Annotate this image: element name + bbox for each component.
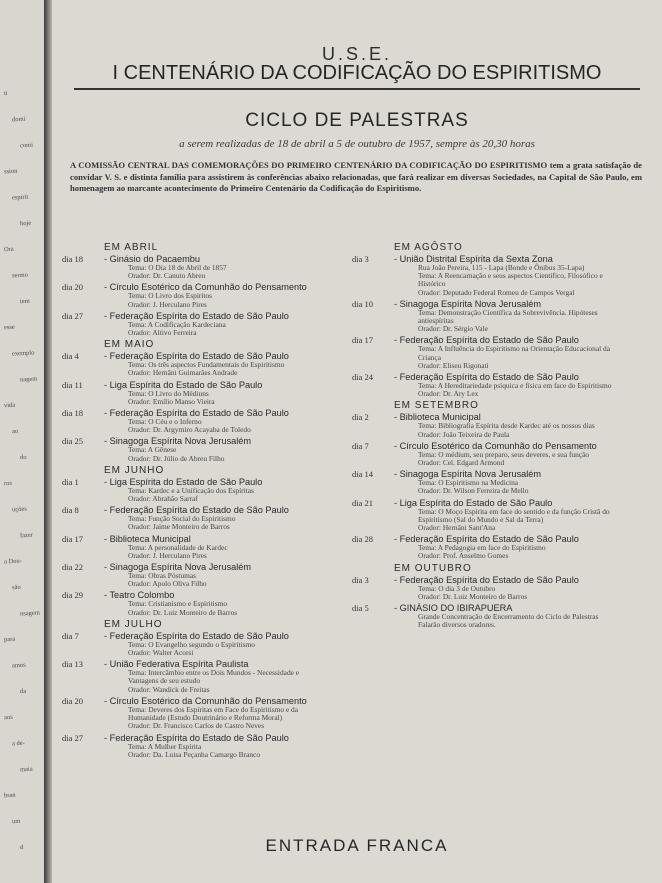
lecture-detail: Orador: Wandick de Freitas: [128, 684, 210, 694]
month-heading: EM ABRIL: [104, 242, 159, 253]
lecture-entry: [62, 311, 327, 337]
lecture-detail: Tema: O Espiritismo na Medicina: [418, 478, 519, 488]
lecture-day: dia 21: [352, 497, 374, 508]
month-heading: EM JULHO: [104, 618, 163, 630]
lecture-detail: Orador: Emílio Manso Vieira: [128, 396, 215, 406]
lecture-body: [394, 412, 617, 438]
lecture-detail: Tema: A Reencarnação e seus aspectos Científico, Filosófico e Histórico: [418, 271, 603, 289]
left-page-edge: [0, 0, 48, 883]
left-page-text-fragment: Ora: [3, 245, 14, 254]
lecture-venue: - Sinagoga Espírita Nova Jerusalém: [104, 562, 252, 573]
lecture-body: [394, 299, 617, 334]
lecture-day: dia 17: [352, 335, 374, 346]
lecture-detail: Orador: Dr. Luiz Monteiro de Barros: [128, 607, 238, 617]
month-heading: EM SETEMBRO: [394, 400, 479, 412]
lecture-body: [104, 436, 327, 462]
lecture-venue: - Círculo Esotérico da Comunhão do Pensamento: [394, 440, 597, 451]
left-page-text-fragment: ssion: [3, 167, 18, 176]
lecture-venue: - Liga Espírita do Estado de São Paulo: [394, 497, 553, 508]
left-page-text-fragment: vida: [3, 401, 16, 410]
lecture-body: [394, 335, 617, 370]
left-page-text-fragment: a de-: [11, 739, 25, 748]
lecture-detail: Orador: Altivo Ferreira: [128, 328, 197, 338]
lecture-body: [394, 498, 617, 533]
lecture-detail: Tema: Bibliografia Espírita desde Kardec até os nossos dias: [418, 421, 595, 431]
left-page-text-fragment: comi: [19, 141, 34, 150]
left-page-text-fragment: ao: [11, 427, 19, 436]
lecture-detail: Orador: Hernâni Sant'Ana: [418, 523, 496, 533]
subtitle: CICLO DE PALESTRAS: [245, 110, 469, 131]
lecture-body: [394, 603, 617, 629]
left-page-text-fragment: espirit: [11, 193, 29, 202]
lecture-detail: Tema: Demonstração Científica da Sobrevivência. Hipóteses antiespíritas: [418, 307, 598, 326]
lecture-detail: Tema: A Pedagogia em face do Espiritismo: [418, 543, 546, 553]
lecture-day: dia 4: [62, 351, 79, 362]
lecture-entry: [62, 505, 327, 531]
lecture-entry: [62, 351, 327, 377]
lecture-venue: - Federação Espírita do Estado de São Paulo: [104, 351, 289, 362]
lecture-body: [104, 590, 327, 616]
lecture-body: [394, 441, 617, 467]
lecture-day: dia 28: [352, 534, 374, 545]
lecture-venue: - Federação Espírita do Estado de São Paulo: [104, 630, 289, 641]
lecture-body: [104, 408, 327, 434]
lecture-entry: [62, 534, 327, 560]
lecture-detail: Tema: O Evangelho segundo o Espiritismo: [128, 639, 255, 649]
lecture-body: [104, 631, 327, 657]
lecture-body: [104, 351, 327, 377]
lecture-detail: Orador: Jaime Monteiro de Barros: [128, 522, 230, 532]
lecture-day: dia 7: [352, 440, 369, 451]
lecture-detail: Orador: João Teixeira de Paula: [418, 429, 510, 439]
lecture-day: dia 29: [62, 590, 84, 601]
lecture-day: dia 20: [62, 695, 84, 706]
lecture-detail: Tema: Intercâmbio entre os Dois Mundos - Necessidade e Vantagens de seu estudo: [128, 668, 300, 686]
lecture-day: dia 7: [62, 630, 79, 641]
lecture-entry: [352, 469, 617, 495]
lecture-day: dia 2: [352, 412, 369, 423]
lecture-detail: Tema: A Hereditariedade psíquica e física em face do Espiritismo: [418, 381, 612, 391]
lecture-detail: Tema: A Influência do Espiritismo na Orientação Educacional da Criança: [418, 344, 610, 362]
left-page-text-fragment: ti: [3, 89, 8, 98]
left-page-text-fragment: exemplo: [11, 349, 35, 358]
lecture-venue: - União Distrital Espírita da Sexta Zona: [394, 254, 553, 264]
lecture-detail: Orador: Da. Luisa Peçanha Camargo Branco: [128, 749, 261, 759]
page-title: I CENTENÁRIO DA CODIFICAÇÃO DO ESPIRITISMO: [112, 62, 602, 84]
lecture-detail: Orador: J. Herculano Pires: [128, 550, 207, 560]
left-page-text-fragment: aos: [3, 713, 13, 722]
lecture-body: [394, 534, 617, 560]
lecture-detail: Tema: O Livro do Médiuns: [128, 388, 209, 398]
lecture-detail: Orador: Dr. Francisco Carlos de Castro Neves: [128, 721, 265, 731]
lecture-day: dia 24: [352, 372, 374, 383]
lecture-detail: Orador: Apolo Oliva Filho: [128, 579, 207, 589]
lecture-body: [394, 254, 617, 297]
lecture-detail: Orador: J. Herculano Pires: [128, 299, 207, 309]
lecture-day: dia 27: [62, 732, 84, 743]
lecture-entry: [62, 436, 327, 462]
lecture-day: dia 25: [62, 436, 84, 447]
lecture-detail: Tema: Função Social do Espiritismo: [128, 514, 236, 524]
lecture-body: [394, 575, 617, 601]
month-heading: EM OUTUBRO: [394, 562, 472, 574]
lecture-detail: Orador: Dr. Argymiro Acayaba de Toledo: [128, 425, 251, 435]
left-page-text-fragment: da: [19, 687, 27, 696]
lecture-detail: Orador: Walter Acorsi: [128, 648, 194, 658]
left-page-text-fragment: ros: [3, 479, 13, 488]
lecture-day: dia 8: [62, 505, 79, 516]
lecture-venue: - Biblioteca Municipal: [394, 412, 481, 423]
lecture-detail: Tema: Os três aspectos Fundamentais do Espiritismo: [128, 360, 285, 370]
lecture-venue: - Teatro Colombo: [104, 590, 175, 601]
lecture-detail: Tema: A personalidade de Kardec: [128, 542, 228, 552]
lecture-detail: Orador: Dr. Canuto Abreu: [128, 271, 206, 281]
lecture-detail: Orador: Dr. Ary Lex: [418, 389, 479, 399]
lecture-detail: Tema: O dia 3 de Outubro: [418, 583, 496, 593]
lecture-venue: - Ginásio do Pacaembu: [104, 254, 201, 264]
left-page-text-fragment: hoje: [19, 219, 32, 228]
lecture-entry: [352, 372, 617, 398]
lecture-entry: [62, 733, 327, 759]
left-page-text-fragment: fazer: [19, 531, 34, 540]
lecture-day: dia 18: [62, 408, 84, 419]
lecture-venue: - Federação Espírita do Estado de São Paulo: [104, 310, 289, 321]
lecture-body: [104, 733, 327, 759]
lecture-detail: Tema: A Codificação Kardeciana: [128, 319, 226, 329]
lecture-day: dia 14: [352, 469, 374, 480]
lecture-entry: [352, 299, 617, 334]
schedule-right-column: [352, 240, 617, 631]
lecture-venue: - Liga Espírita do Estado de São Paulo: [104, 379, 263, 390]
lecture-day: dia 17: [62, 533, 84, 544]
lecture-entry: [352, 412, 617, 438]
lecture-venue: - Sinagoga Espírita Nova Jerusalém: [394, 298, 542, 309]
lecture-body: [394, 372, 617, 398]
lecture-venue: - Federação Espírita do Estado de São Paulo: [394, 372, 579, 383]
lecture-entry: [62, 659, 327, 694]
lecture-entry: [62, 282, 327, 308]
lecture-day: dia 18: [62, 254, 84, 264]
month-heading: EM MAIO: [104, 339, 155, 351]
lecture-detail: Orador: Hernâni Guimarães Andrade: [128, 368, 238, 378]
left-page-text-fragment: nsagem: [19, 609, 41, 618]
left-page-text-fragment: uções: [11, 505, 27, 514]
org-name: U.S.E.: [321, 44, 392, 64]
date-range: a serem realizadas de 18 de abril a 5 de outubro de 1957, sempre às 20,30 horas: [179, 138, 535, 150]
lecture-venue: - Federação Espírita do Estado de São Paulo: [394, 534, 579, 545]
month-heading: EM AGÔSTO: [394, 242, 463, 253]
lecture-venue: - União Federativa Espírita Paulista: [104, 659, 249, 670]
left-page-text-fragment: esse: [3, 323, 16, 332]
left-page-text-fragment: domi: [11, 115, 26, 124]
left-page-text-fragment: tem: [19, 297, 30, 306]
lecture-body: [104, 505, 327, 531]
lecture-detail: Orador: Prof. Anselmo Gomes: [418, 551, 509, 561]
lecture-entry: [352, 441, 617, 467]
lecture-venue: - Sinagoga Espírita Nova Jerusalém: [394, 469, 542, 480]
lecture-detail: Tema: Obras Póstumas: [128, 571, 197, 581]
lecture-day: dia 5: [352, 603, 369, 614]
lecture-entry: [352, 603, 617, 629]
program-sheet: [52, 0, 662, 883]
lecture-detail: Rua João Pereira, 115 - Lapa (Bonde e Ônibus 35-Lapa): [418, 263, 585, 272]
lecture-detail: Orador: Deputado Federal Romeu de Campos Vergal: [418, 287, 575, 297]
lecture-entry: [62, 254, 327, 280]
lecture-venue: - Liga Espírita do Estado de São Paulo: [104, 476, 263, 487]
intro-paragraph: A COMISSÃO CENTRAL DAS COMEMORAÇÕES DO PRIMEIRO CENTENÁRIO DA CODIFICAÇÃO DO ESPIRITISMO tem a grata satisfação de convidar V. S. e distinta família para assistirem às conferências abaixo relacionadas, que fará realizar em diversas Sociedades, na Capital de São Paulo, em homenagem ao marcante acontecimento do Primeiro Centenário da Codificação do Espiritismo.: [70, 160, 642, 193]
lecture-detail: Orador: Cel. Edgard Armond: [418, 458, 505, 468]
left-page-text-fragment: sermo: [11, 271, 29, 280]
lecture-detail: Orador: Dr. Sérgio Vale: [418, 324, 488, 334]
lecture-day: dia 11: [62, 379, 83, 390]
footer-admission: ENTRADA FRANCA: [265, 836, 449, 855]
left-page-text-fragment: a Dou-: [3, 557, 23, 566]
lecture-venue: - Círculo Esotérico da Comunhão do Pensamento: [104, 282, 307, 293]
title-rule: [74, 88, 640, 90]
lecture-day: dia 3: [352, 574, 369, 585]
lecture-day: dia 3: [352, 254, 369, 264]
lecture-detail: Falarão diversos oradores.: [418, 620, 496, 630]
lecture-entry: [62, 590, 327, 616]
lecture-detail: Tema: A Mulher Espírita: [128, 741, 202, 751]
lecture-entry: [352, 335, 617, 370]
lecture-detail: Tema: O Céu e o Inferno: [128, 417, 202, 427]
left-page-text-fragment: do: [19, 453, 27, 462]
lecture-body: [104, 659, 327, 694]
lecture-day: dia 20: [62, 282, 84, 293]
lecture-detail: Orador: Dr. Júlio de Abreu Filho: [128, 453, 225, 463]
lecture-day: dia 10: [352, 298, 374, 309]
lecture-venue: - GINÁSIO DO IBIRAPUERA: [394, 603, 513, 614]
lecture-venue: - Federação Espírita do Estado de São Paulo: [394, 335, 579, 346]
left-page-text-fragment: um: [11, 817, 21, 826]
lecture-venue: - Biblioteca Municipal: [104, 533, 191, 544]
lecture-body: [104, 380, 327, 406]
lecture-venue: - Federação Espírita do Estado de São Paulo: [104, 505, 289, 516]
lecture-detail: Tema: A Gênese: [128, 445, 177, 455]
lecture-entry: [62, 696, 327, 731]
lecture-entry: [62, 631, 327, 657]
left-page-text-fragment: nagem: [19, 375, 38, 384]
lecture-entry: [352, 254, 617, 297]
lecture-entry: [62, 408, 327, 434]
lecture-detail: Tema: O médium, seu preparo, seus deveres, e sua função: [418, 449, 590, 459]
left-page-text-fragment: são: [11, 583, 21, 592]
lecture-detail: Tema: Deveres dos Espíritas em Face do Espiritismo e da Humanidade (Estudo Doutrinário e Reforma Moral): [128, 704, 299, 723]
lecture-detail: Tema: Cristianismo e Espiritismo: [128, 599, 228, 609]
left-page-text-fragment: d: [19, 843, 24, 852]
lecture-venue: - Federação Espírita do Estado de São Paulo: [104, 408, 289, 419]
lecture-body: [104, 254, 327, 280]
lecture-body: [104, 282, 327, 308]
lecture-venue: - Federação Espírita do Estado de São Paulo: [394, 574, 579, 585]
lecture-body: [104, 534, 327, 560]
schedule-left-column: [62, 240, 327, 761]
left-page-text-fragment: maia: [19, 765, 33, 774]
lecture-day: dia 27: [62, 310, 84, 321]
lecture-venue: - Sinagoga Espírita Nova Jerusalém: [104, 436, 252, 447]
lecture-detail: Tema: O Moço Espírita em face do sentido e da função Cristã do Espiritismo (Sal do Mundo e Sal da Terra): [418, 506, 610, 524]
lecture-body: [104, 696, 327, 731]
lecture-body: [104, 477, 327, 503]
lecture-detail: Tema: O Livro dos Espíritos: [128, 291, 213, 301]
lecture-detail: Tema: O Dia 18 de Abril de 1857: [128, 263, 227, 272]
lecture-detail: Tema: Kardec e a Unificação dos Espíritas: [128, 485, 254, 495]
lecture-entry: [62, 562, 327, 588]
lecture-day: dia 22: [62, 562, 84, 573]
lecture-day: dia 13: [62, 659, 84, 670]
lecture-day: dia 1: [62, 476, 79, 487]
lecture-detail: Orador: Abrahão Sarraf: [128, 494, 198, 504]
lecture-entry: [62, 477, 327, 503]
lecture-venue: - Círculo Esotérico da Comunhão do Pensamento: [104, 695, 307, 706]
lecture-detail: Orador: Eliseu Rigonati: [418, 360, 489, 370]
left-page-text-fragment: bran: [3, 791, 16, 800]
lecture-entry: [352, 575, 617, 601]
lecture-entry: [62, 380, 327, 406]
lecture-body: [104, 562, 327, 588]
left-page-text-fragment: amos: [11, 661, 26, 670]
lecture-detail: Orador: Dr. Wilson Ferreira de Mello: [418, 486, 529, 496]
lecture-entry: [352, 534, 617, 560]
left-page-text-fragment: para: [3, 635, 16, 644]
lecture-detail: Grande Concentração de Encerramento do Ciclo de Palestras: [418, 612, 599, 622]
lecture-detail: Orador: Dr. Luiz Monteiro de Barros: [418, 591, 528, 601]
month-heading: EM JUNHO: [104, 464, 165, 476]
lecture-body: [394, 469, 617, 495]
lecture-venue: - Federação Espírita do Estado de São Paulo: [104, 732, 289, 743]
lecture-entry: [352, 498, 617, 533]
lecture-body: [104, 311, 327, 337]
